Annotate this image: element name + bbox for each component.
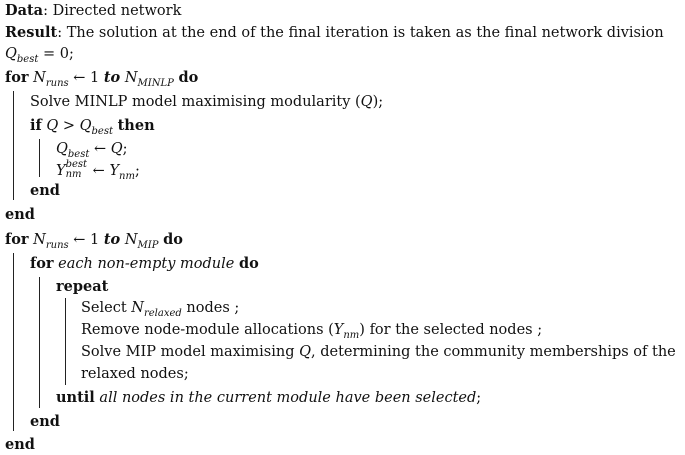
assign-q-best-line [56,139,128,159]
if-op: > [58,118,80,134]
until-line [56,388,481,408]
if-q-best: Q [79,118,92,134]
assign-end-2: ; [134,163,140,179]
kw-until: until [56,389,95,406]
kw-for: for [5,69,29,86]
solve-mip-end: , determining the community memberships of the [311,344,676,360]
init-eq: = 0; [38,46,74,62]
n-minlp-sub: MINLP [137,77,174,89]
kw-do-inner: do [238,255,259,272]
y-sup: best [65,159,88,170]
y-nm-rhs-sub: nm [119,170,135,182]
solve-mip-cont-line [81,364,189,384]
select-line [81,298,239,318]
n-mip-sub: MIP [137,239,159,251]
repeat-bracket [65,298,66,385]
solve-minlp-line [30,92,383,112]
solve-mip-text: Solve MIP model maximising [81,344,300,360]
result-text: The solution at the end of the final iteration is taken as the final network division [66,25,664,41]
kw-do-2: do [163,231,183,248]
assign-y-best-line [56,160,140,180]
kw-to: to [103,69,121,86]
kw-repeat: repeat [56,278,109,295]
loop-2-bracket [13,253,14,431]
assign-arrow: ← 1 [68,70,104,86]
kw-if: if [30,117,42,134]
until-end: ; [476,390,482,406]
kw-end-inner: end [30,413,60,430]
assign-arrow-2: ← [89,141,111,157]
n-mip-var: N [124,232,138,248]
remove-end: ) for the selected nodes ; [359,322,543,338]
inner-for-line [30,254,259,274]
remove-y-sub: nm [343,329,360,341]
y-nm-rhs: Y [109,163,120,179]
if-q-best-sub: best [91,125,113,137]
result-line: Result: The solution at the end of the final iteration is taken as the final network division [5,24,664,41]
init-line [5,44,74,64]
until-text: all nodes in the current module have been selected [99,390,477,406]
n-runs-sub: runs [45,77,69,89]
q-best-sub: best [16,53,39,65]
y-sub: nm [65,169,82,180]
for-loop-2-header [5,230,183,250]
if-bracket [39,139,40,177]
kw-for-2: for [5,231,29,248]
n-runs-var-2: N [33,232,46,248]
kw-end-loop-2: end [5,436,35,453]
remove-y-var: Y [333,322,344,338]
kw-to-2: to [103,231,121,248]
data-line: Data: Directed network [5,2,182,19]
if-line [30,116,155,136]
kw-then: then [117,117,155,134]
n-minlp-var: N [124,70,138,86]
n-relaxed-sub: relaxed [143,307,182,319]
end-if-line [30,181,60,201]
select-end: nodes ; [181,300,240,316]
end-loop-1-line [5,205,35,225]
inner-for-text: each non-empty module [58,256,235,272]
solve-mip-q: Q [299,344,312,360]
inner-for-bracket [39,277,40,408]
assign-end: ; [122,141,128,157]
assign-y: Y [56,163,66,179]
n-runs-var: N [33,70,46,86]
solve-minlp-text: Solve MINLP model maximising modularity ( [30,94,361,110]
assign-q-sub: best [67,148,90,160]
assign-q-rhs: Q [110,141,123,157]
solve-mip-line [81,342,676,362]
remove-text: Remove node-module allocations ( [81,322,334,338]
y-script [66,160,87,180]
solve-minlp-end: ); [372,94,384,110]
q-var: Q [360,94,373,110]
solve-mip-cont: relaxed nodes; [81,366,189,382]
kw-do: do [178,69,199,86]
result-label: Result [5,24,58,41]
for-loop-1-header [5,68,198,88]
assign-q: Q [56,141,68,157]
kw-for-inner: for [30,255,54,272]
remove-line [81,320,542,340]
kw-end-loop-1: end [5,206,35,223]
data-text: Directed network [52,3,182,19]
repeat-line [56,277,108,297]
data-label: Data [5,2,44,19]
end-loop-2-line [5,435,35,455]
kw-end-if: end [30,182,60,199]
if-q: Q [46,118,59,134]
assign-arrow-3: ← [88,163,110,179]
select-text: Select [81,300,132,316]
n-runs-sub-2: runs [45,239,69,251]
assign-arrow-4: ← 1 [68,232,104,248]
n-relaxed-var: N [131,300,144,316]
loop-1-bracket [13,91,14,200]
q-best-var: Q [5,46,17,62]
end-inner-for-line [30,412,60,432]
